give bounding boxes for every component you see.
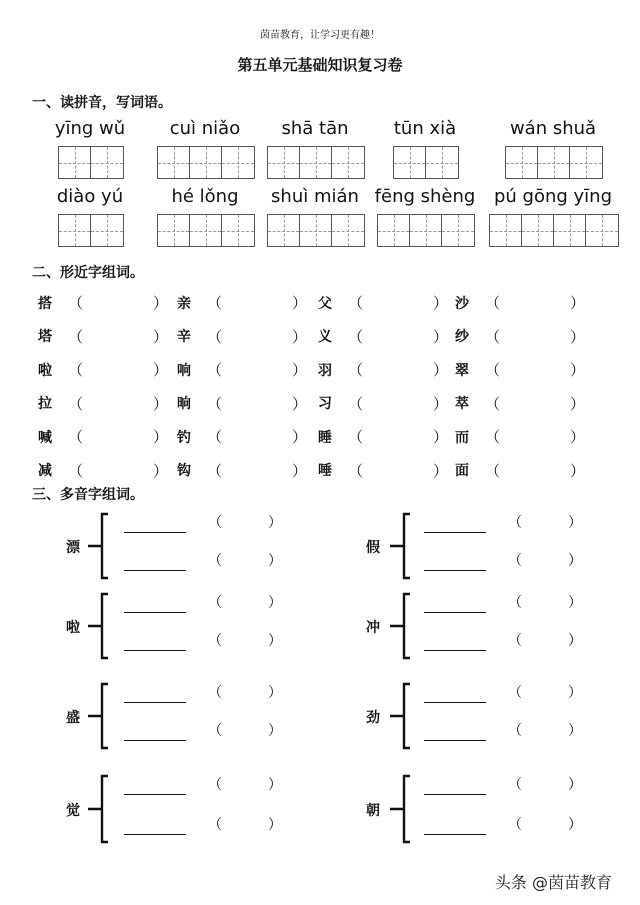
close-paren: ）	[268, 515, 282, 531]
grid-cell[interactable]	[59, 147, 91, 178]
polyphone-char: 啦	[66, 620, 80, 636]
close-paren: ）	[152, 327, 168, 346]
polyphone-char: 盛	[66, 710, 80, 726]
char-word-item	[318, 393, 448, 414]
writing-grid[interactable]	[267, 214, 365, 247]
char-word-item	[318, 426, 448, 447]
close-paren: ）	[568, 595, 582, 611]
close-paren: ）	[291, 394, 307, 413]
bracket	[86, 774, 110, 844]
open-paren: （	[208, 817, 222, 833]
open-paren: （	[508, 817, 522, 833]
close-paren: ）	[568, 777, 582, 793]
open-paren: （	[208, 595, 222, 611]
page-title: 第五单元基础知识复习卷	[237, 56, 403, 74]
bracket	[86, 512, 110, 580]
open-paren: （	[207, 361, 223, 379]
bracket	[388, 774, 412, 844]
close-paren: ）	[432, 461, 448, 480]
char-word-item	[177, 460, 307, 481]
char-word-item	[455, 326, 585, 347]
close-paren: ）	[268, 777, 282, 793]
word-blank[interactable]	[124, 570, 186, 571]
close-paren: ）	[569, 294, 585, 312]
grid-cell[interactable]	[522, 215, 554, 246]
close-paren: ）	[568, 685, 582, 701]
char-label: 辛	[177, 329, 191, 345]
close-paren: ）	[568, 515, 582, 531]
open-paren: （	[68, 327, 84, 346]
open-paren: （	[68, 428, 84, 446]
char-word-item	[318, 359, 448, 380]
word-blank[interactable]	[424, 702, 486, 703]
char-word-item	[38, 359, 168, 380]
char-label: 父	[318, 295, 332, 312]
char-label: 义	[318, 329, 332, 345]
close-paren: ）	[568, 553, 582, 569]
close-paren: ）	[152, 294, 168, 312]
open-paren: （	[207, 327, 223, 346]
char-word-item	[38, 460, 168, 481]
close-paren: ）	[432, 428, 448, 446]
open-paren: （	[68, 461, 84, 480]
close-paren: ）	[268, 595, 282, 611]
open-paren: （	[485, 294, 501, 312]
char-word-item	[318, 292, 448, 313]
pinyin-label: tūn xià	[393, 118, 457, 139]
open-paren: （	[208, 777, 222, 793]
polyphone-char: 劲	[366, 710, 380, 726]
word-blank[interactable]	[424, 612, 486, 613]
grid-cell[interactable]	[538, 147, 570, 178]
grid-cell[interactable]	[91, 147, 123, 178]
grid-cell[interactable]	[268, 147, 300, 178]
grid-cell[interactable]	[554, 215, 586, 246]
open-paren: （	[485, 361, 501, 379]
open-paren: （	[485, 394, 501, 413]
char-label: 晌	[177, 396, 191, 412]
close-paren: ）	[268, 685, 282, 701]
grid-cell[interactable]	[222, 147, 254, 178]
char-word-item	[455, 460, 585, 481]
bracket	[388, 512, 412, 580]
char-word-item	[38, 393, 168, 414]
char-label: 亲	[177, 295, 191, 312]
bracket	[86, 682, 110, 750]
word-blank[interactable]	[124, 834, 186, 835]
grid-cell[interactable]	[410, 215, 442, 246]
open-paren: （	[348, 361, 364, 379]
polyphone-char: 朝	[366, 803, 380, 819]
open-paren: （	[508, 633, 522, 649]
char-label: 减	[38, 463, 52, 479]
char-word-item	[177, 292, 307, 313]
char-word-item	[318, 460, 448, 481]
char-word-item	[38, 426, 168, 447]
char-label: 唾	[318, 463, 332, 479]
grid-cell[interactable]	[506, 147, 538, 178]
grid-cell[interactable]	[190, 147, 222, 178]
close-paren: ）	[432, 394, 448, 413]
open-paren: （	[208, 515, 222, 531]
pinyin-label: yīng wǔ	[54, 118, 126, 139]
bracket	[388, 682, 412, 750]
open-paren: （	[207, 394, 223, 413]
close-paren: ）	[568, 723, 582, 739]
open-paren: （	[485, 327, 501, 346]
word-blank[interactable]	[124, 532, 186, 533]
word-blank[interactable]	[124, 702, 186, 703]
word-blank[interactable]	[424, 794, 486, 795]
pinyin-label: cuì niǎo	[169, 118, 241, 139]
open-paren: （	[68, 361, 84, 379]
open-paren: （	[207, 294, 223, 312]
word-blank[interactable]	[424, 740, 486, 741]
writing-grid[interactable]	[267, 146, 365, 179]
open-paren: （	[208, 553, 222, 569]
grid-cell[interactable]	[268, 215, 300, 246]
section3-heading: 三、多音字组词。	[32, 487, 144, 503]
grid-cell[interactable]	[332, 147, 364, 178]
grid-cell[interactable]	[158, 147, 190, 178]
close-paren: ）	[432, 327, 448, 346]
open-paren: （	[508, 777, 522, 793]
char-word-item	[455, 393, 585, 414]
bracket	[86, 592, 110, 660]
close-paren: ）	[152, 428, 168, 446]
open-paren: （	[207, 461, 223, 480]
char-label: 羽	[318, 362, 332, 379]
char-label: 萃	[455, 396, 469, 412]
writing-grid[interactable]	[157, 214, 255, 247]
close-paren: ）	[152, 361, 168, 379]
word-blank[interactable]	[124, 740, 186, 741]
char-label: 纱	[455, 329, 469, 345]
close-paren: ）	[432, 361, 448, 379]
open-paren: （	[208, 633, 222, 649]
writing-grid[interactable]	[489, 214, 619, 247]
close-paren: ）	[569, 361, 585, 379]
char-label: 习	[318, 396, 332, 412]
writing-grid[interactable]	[393, 146, 459, 179]
grid-cell[interactable]	[300, 147, 332, 178]
word-blank[interactable]	[424, 834, 486, 835]
char-label: 塔	[38, 329, 52, 345]
polyphone-char: 漂	[66, 540, 80, 556]
close-paren: ）	[569, 394, 585, 413]
char-word-item	[318, 326, 448, 347]
grid-cell[interactable]	[158, 215, 190, 246]
open-paren: （	[348, 461, 364, 480]
open-paren: （	[208, 685, 222, 701]
open-paren: （	[485, 428, 501, 446]
open-paren: （	[485, 461, 501, 480]
pinyin-label: wán shuǎ	[509, 118, 597, 139]
section1-heading: 一、读拼音，写词语。	[32, 95, 172, 111]
pinyin-label: hé lǒng	[171, 186, 239, 207]
word-blank[interactable]	[424, 570, 486, 571]
grid-cell[interactable]	[378, 215, 410, 246]
word-blank[interactable]	[424, 532, 486, 533]
grid-cell[interactable]	[490, 215, 522, 246]
close-paren: ）	[569, 461, 585, 480]
polyphone-char: 觉	[66, 803, 80, 819]
header-note: 茵苗教育，让学习更有趣！	[260, 30, 380, 41]
pinyin-label: pú gōng yīng	[493, 186, 613, 207]
char-word-item	[177, 359, 307, 380]
close-paren: ）	[568, 817, 582, 833]
char-label: 睡	[318, 429, 332, 446]
open-paren: （	[348, 327, 364, 346]
char-word-item	[177, 393, 307, 414]
char-label: 面	[455, 463, 469, 479]
bracket	[388, 592, 412, 660]
char-label: 啦	[38, 362, 52, 379]
grid-cell[interactable]	[222, 215, 254, 246]
close-paren: ）	[432, 294, 448, 312]
char-label: 钩	[177, 463, 191, 479]
close-paren: ）	[268, 723, 282, 739]
grid-cell[interactable]	[570, 147, 602, 178]
open-paren: （	[68, 294, 84, 312]
grid-cell[interactable]	[426, 147, 458, 178]
close-paren: ）	[268, 633, 282, 649]
open-paren: （	[508, 685, 522, 701]
open-paren: （	[68, 394, 84, 413]
close-paren: ）	[152, 394, 168, 413]
open-paren: （	[508, 515, 522, 531]
word-blank[interactable]	[124, 794, 186, 795]
close-paren: ）	[291, 461, 307, 480]
close-paren: ）	[291, 327, 307, 346]
char-word-item	[177, 326, 307, 347]
open-paren: （	[508, 553, 522, 569]
close-paren: ）	[569, 428, 585, 446]
char-word-item	[38, 326, 168, 347]
char-label: 沙	[455, 295, 469, 312]
open-paren: （	[208, 723, 222, 739]
pinyin-label: shuì mián	[271, 186, 359, 207]
watermark: 头条 @茵苗教育	[494, 873, 612, 892]
char-word-item	[455, 426, 585, 447]
word-blank[interactable]	[124, 650, 186, 651]
char-word-item	[455, 292, 585, 313]
pinyin-label: fēng shèng	[374, 186, 476, 207]
char-label: 搭	[38, 295, 52, 312]
close-paren: ）	[291, 294, 307, 312]
grid-cell[interactable]	[332, 215, 364, 246]
grid-cell[interactable]	[91, 215, 123, 246]
writing-grid[interactable]	[377, 214, 475, 247]
close-paren: ）	[568, 633, 582, 649]
close-paren: ）	[291, 361, 307, 379]
polyphone-char: 假	[366, 540, 380, 556]
open-paren: （	[508, 723, 522, 739]
grid-cell[interactable]	[394, 147, 426, 178]
word-blank[interactable]	[124, 612, 186, 613]
char-label: 钓	[177, 429, 191, 446]
char-label: 拉	[38, 396, 52, 412]
char-word-item	[177, 426, 307, 447]
writing-grid[interactable]	[505, 146, 603, 179]
grid-cell[interactable]	[586, 215, 618, 246]
writing-grid[interactable]	[157, 146, 255, 179]
close-paren: ）	[291, 428, 307, 446]
close-paren: ）	[268, 817, 282, 833]
char-label: 响	[177, 362, 191, 379]
open-paren: （	[348, 394, 364, 413]
close-paren: ）	[569, 327, 585, 346]
word-blank[interactable]	[424, 650, 486, 651]
grid-cell[interactable]	[59, 215, 91, 246]
pinyin-label: diào yú	[56, 186, 124, 207]
open-paren: （	[207, 428, 223, 446]
polyphone-char: 冲	[366, 620, 380, 636]
writing-grid[interactable]	[58, 214, 124, 247]
open-paren: （	[508, 595, 522, 611]
open-paren: （	[348, 428, 364, 446]
char-word-item	[38, 292, 168, 313]
grid-cell[interactable]	[442, 215, 474, 246]
char-label: 翠	[455, 362, 469, 379]
grid-cell[interactable]	[300, 215, 332, 246]
writing-grid[interactable]	[58, 146, 124, 179]
grid-cell[interactable]	[190, 215, 222, 246]
close-paren: ）	[268, 553, 282, 569]
open-paren: （	[348, 294, 364, 312]
char-label: 而	[455, 429, 469, 446]
section2-heading: 二、形近字组词。	[32, 265, 144, 281]
pinyin-label: shā tān	[281, 118, 349, 139]
close-paren: ）	[152, 461, 168, 480]
char-word-item	[455, 359, 585, 380]
char-label: 喊	[38, 429, 52, 446]
